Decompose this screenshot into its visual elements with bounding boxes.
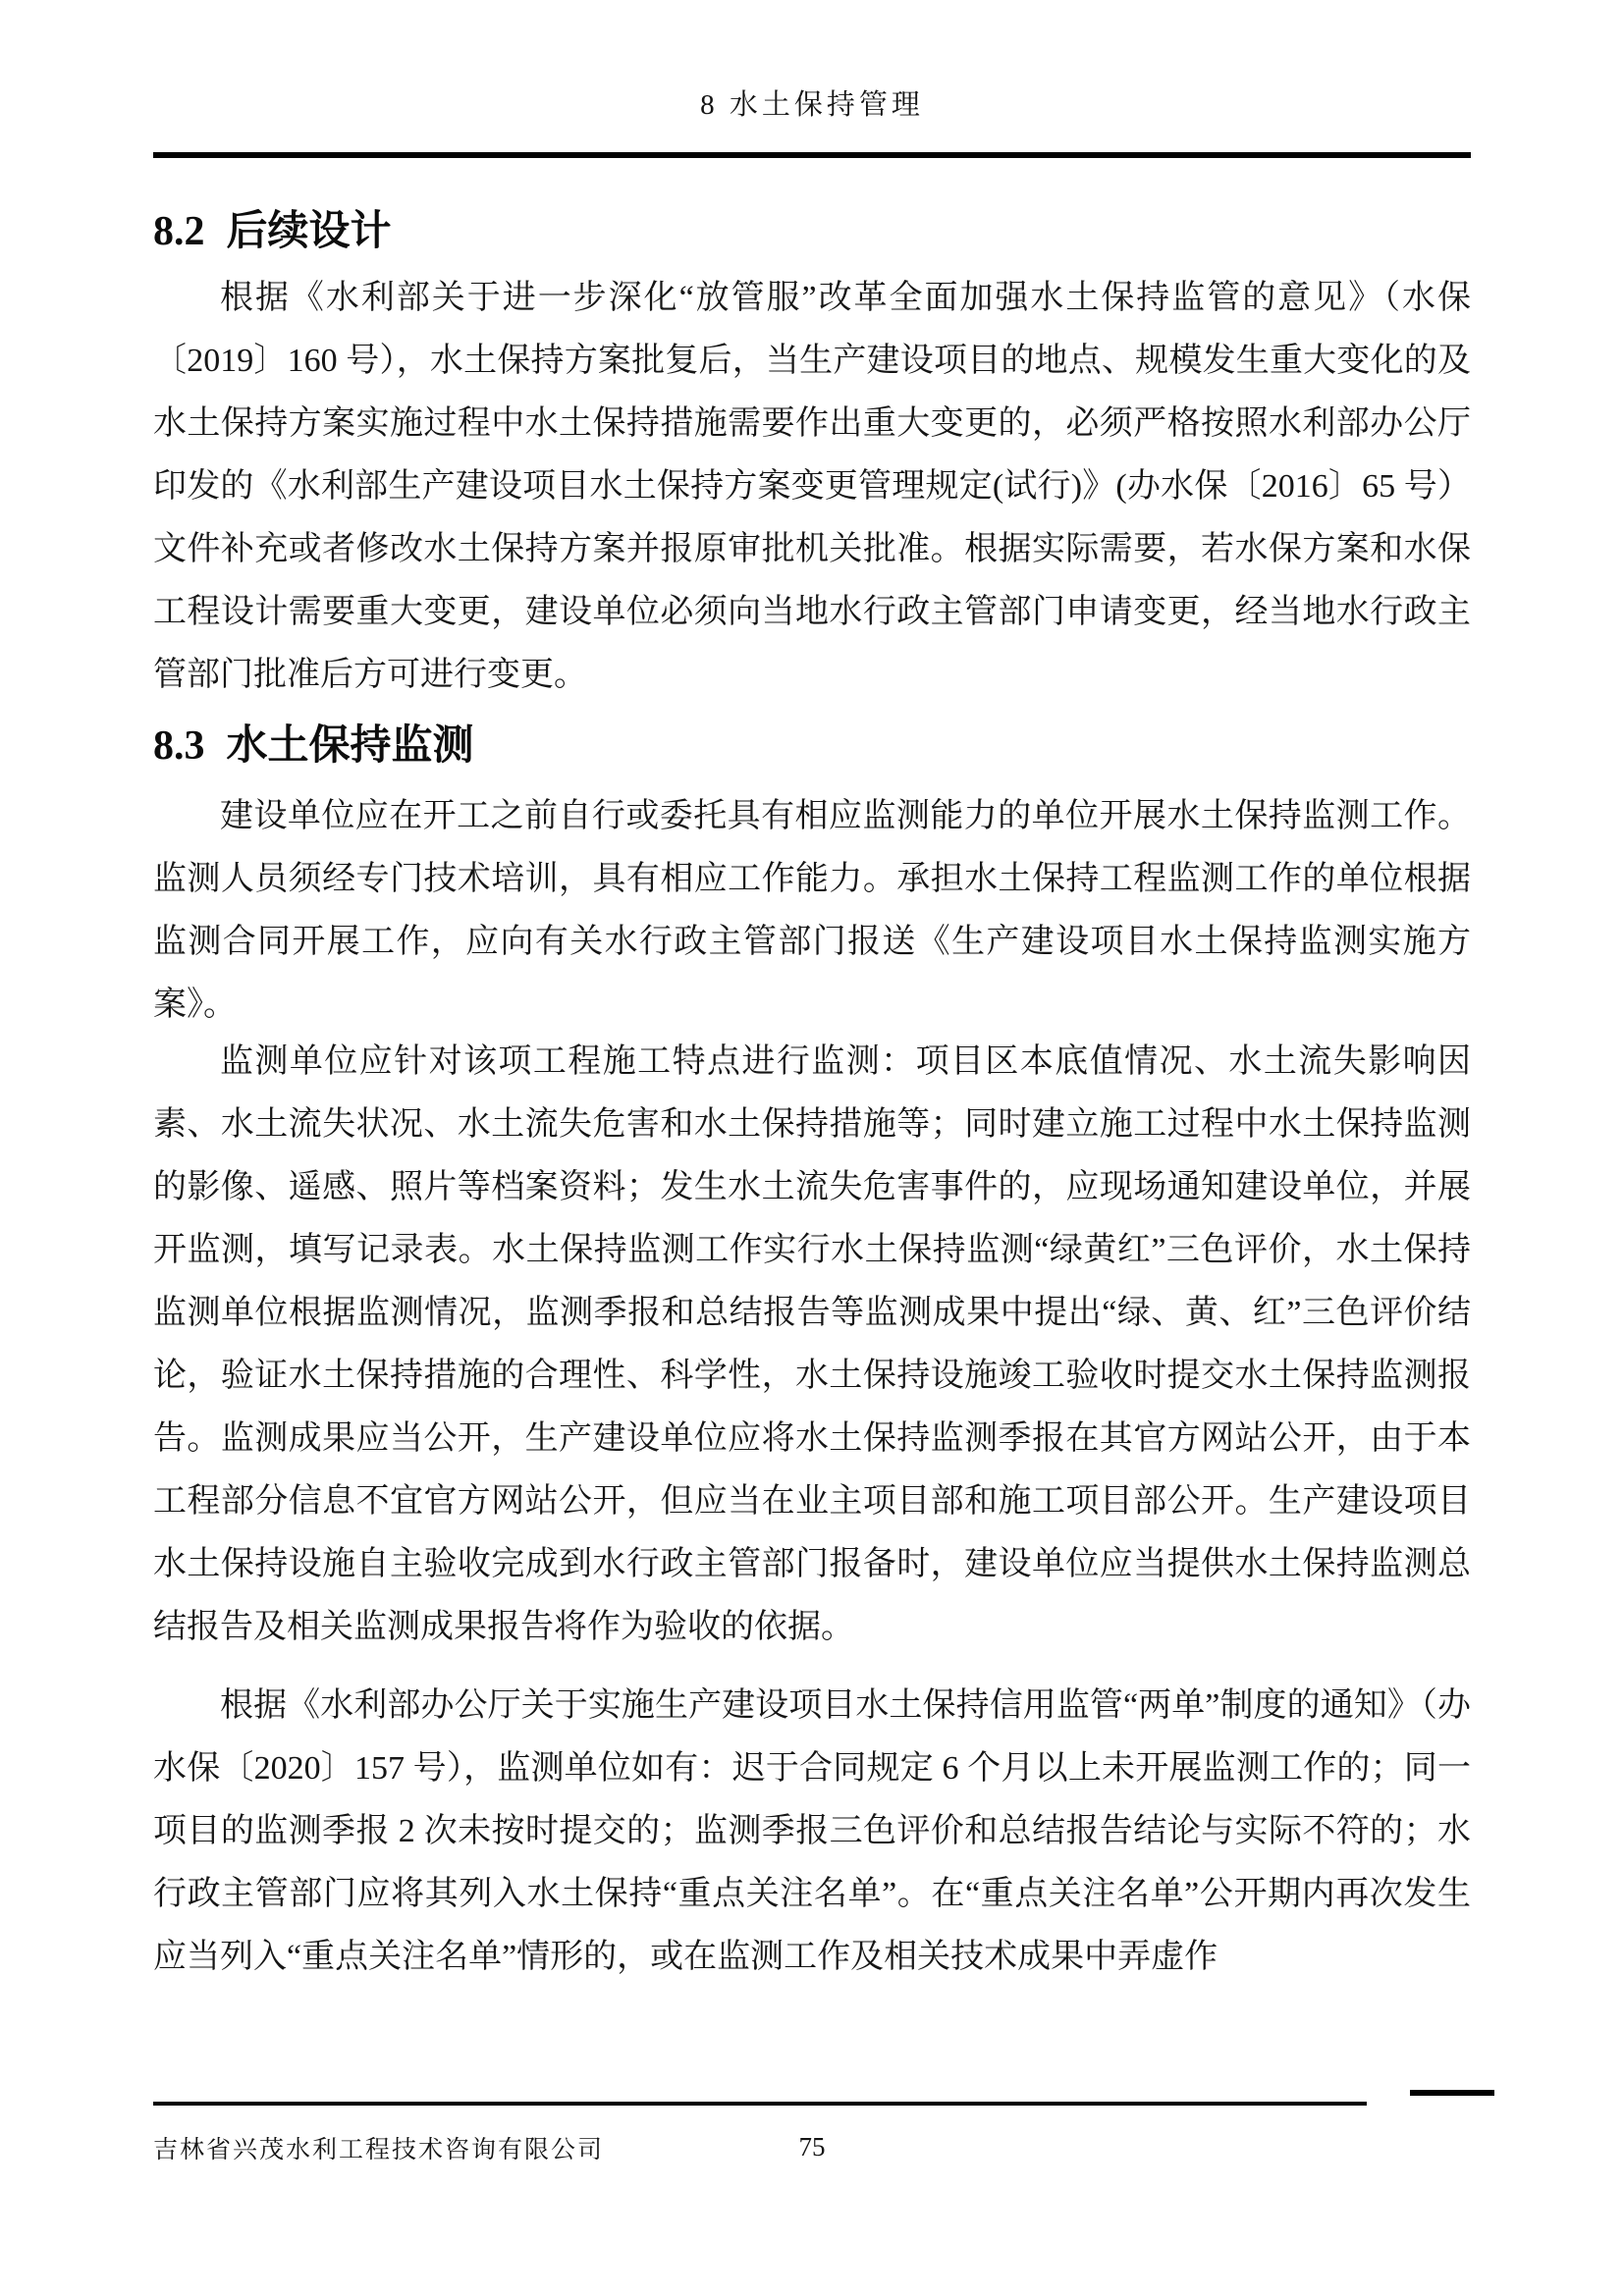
paragraph-8-3-1: 建设单位应在开工之前自行或委托具有相应监测能力的单位开展水土保持监测工作。监测人员须经专门技术培训，具有相应工作能力。承担水土保持工程监测工作的单位根据监测合同开展工作，应向有关水行政主管部门报送《生产建设项目水土保持监测实施方案》。 [153, 798, 1471, 1023]
section-heading-8-2 [153, 198, 1471, 257]
running-header-chapter-title: 8 水土保持管理 [700, 89, 924, 121]
footer-company-name: 吉林省兴茂水利工程技术咨询有限公司 [153, 2137, 605, 2163]
section-number-8-2: 8.2 [153, 209, 205, 254]
section-title-8-3: 水土保持监测 [226, 723, 474, 769]
paragraph-8-3-2: 监测单位应针对该项工程施工特点进行监测：项目区本底值情况、水土流失影响因素、水土流失状况、水土流失危害和水土保持措施等；同时建立施工过程中水土保持监测的影像、遥感、照片等档案资料；发生水土流失危害事件的，应现场通知建设单位，并展开监测，填写记录表。水土保持监测工作实行水土保持监测“绿黄红”三色评价，水土保持监测单位根据监测情况，监测季报和总结报告等监测成果中提出“绿、黄、红”三色评价结论，验证水土保持措施的合理性、科学性，水土保持设施竣工验收时提交水土保持监测报告。监测成果应当公开，生产建设单位应将水土保持监测季报在其官方网站公开，由于本工程部分信息不宜官方网站公开，但应当在业主项目部和施工项目部公开。生产建设项目水土保持设施自主验收完成到水行政主管部门报备时，建设单位应当提供水土保持监测总结报告及相关监测成果报告将作为验收的依据。 [153, 1043, 1471, 1645]
section-heading-8-3 [153, 713, 1471, 772]
footer-rule [153, 2102, 1367, 2106]
paragraph-8-2-1: 根据《水利部关于进一步深化“放管服”改革全面加强水土保持监管的意见》（水保〔2019〕160 号），水土保持方案批复后，当生产建设项目的地点、规模发生重大变化的及水土保持方案实施过程中水土保持措施需要作出重大变更的，必须严格按照水利部办公厅印发的《水利部生产建设项目水土保持方案变更管理规定(试行)》(办水保〔2016〕65 号）文件补充或者修改水土保持方案并报原审批机关批准。根据实际需要，若水保方案和水保工程设计需要重大变更，建设单位必须向当地水行政主管部门申请变更，经当地水行政主管部门批准后方可进行变更。 [153, 280, 1471, 693]
paragraph-8-3-3: 根据《水利部办公厅关于实施生产建设项目水土保持信用监管“两单”制度的通知》（办水保〔2020〕157 号），监测单位如有：迟于合同规定 6 个月以上未开展监测工作的；同一项目的监测季报 2 次未按时提交的；监测季报三色评价和总结报告结论与实际不符的；水行政主管部门应将其列入水土保持“重点关注名单”。在“重点关注名单”公开期内再次发生应当列入“重点关注名单”情形的，或在监测工作及相关技术成果中弄虚作 [153, 1687, 1471, 1975]
header-rule [153, 152, 1471, 158]
section-title-8-2: 后续设计 [226, 209, 392, 254]
section-number-8-3: 8.3 [153, 723, 205, 769]
page-number: 75 [798, 2132, 826, 2162]
footer-rule-right-dash [1410, 2090, 1494, 2096]
